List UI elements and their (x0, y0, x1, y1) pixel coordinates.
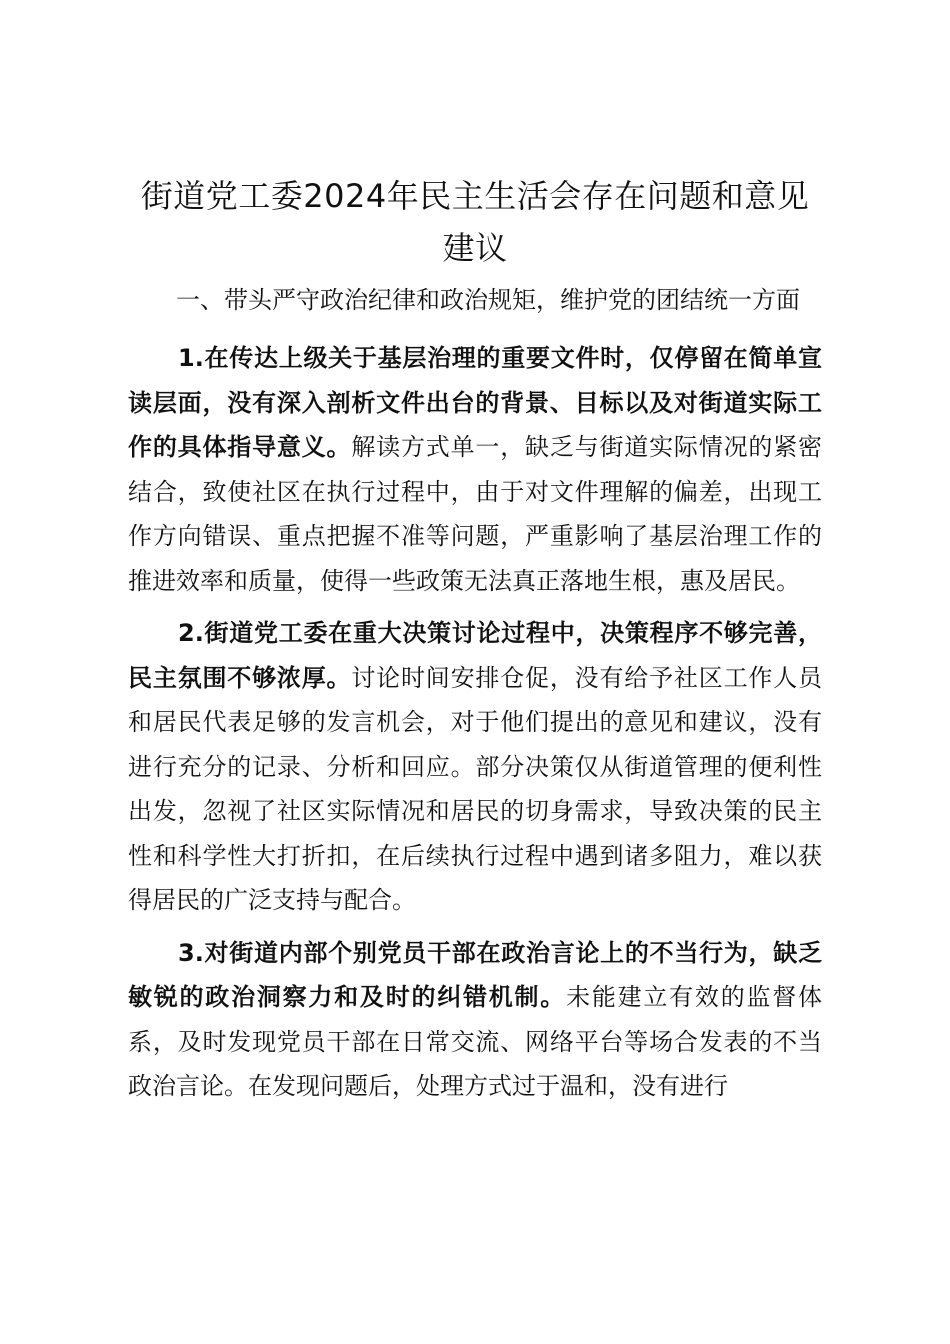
section-heading: 一、带头严守政治纪律和政治规矩，维护党的团结统一方面 (176, 286, 800, 314)
paragraph-3 (128, 931, 822, 1109)
paragraph-1-lead: 1.在传达上级关于基层治理的重要文件时，仅停留在简单宣读层面，没有深入剖析文件出台的背景、目标以及对街道实际工作的具体指导意义。 (128, 344, 822, 461)
paragraph-2-lead: 2.街道党工委在重大决策讨论过程中，决策程序不够完善，民主氛围不够浓厚。 (128, 619, 822, 692)
paragraph-2 (128, 611, 822, 923)
document-title: 街道党工委2024年民主生活会存在问题和意见建议 (140, 177, 810, 267)
document-page (128, 170, 822, 1117)
paragraph-1 (128, 336, 822, 603)
paragraph-1-body: 解读方式单一，缺乏与街道实际情况的紧密结合，致使社区在执行过程中，由于对文件理解的偏差，出现工作方向错误、重点把握不准等问题，严重影响了基层治理工作的推进效率和质量，使得一些政策无法真正落地生根，惠及居民。 (128, 433, 823, 595)
paragraph-3-body: 未能建立有效的监督体系，及时发现党员干部在日常交流、网络平台等场合发表的不当政治言论。在发现问题后，处理方式过于温和，没有进行 (128, 983, 823, 1100)
paragraph-2-body: 讨论时间安排仓促，没有给予社区工作人员和居民代表足够的发言机会，对于他们提出的意见和建议，没有进行充分的记录、分析和回应。部分决策仅从街道管理的便利性出发，忽视了社区实际情况和居民的切身需求，导致决策的民主性和科学性大打折扣，在后续执行过程中遇到诸多阻力，难以获得居民的广泛支持与配合。 (128, 663, 823, 914)
paragraph-3-lead: 3.对街道内部个别党员干部在政治言论上的不当行为，缺乏敏锐的政治洞察力和及时的纠错机制。 (128, 938, 822, 1011)
